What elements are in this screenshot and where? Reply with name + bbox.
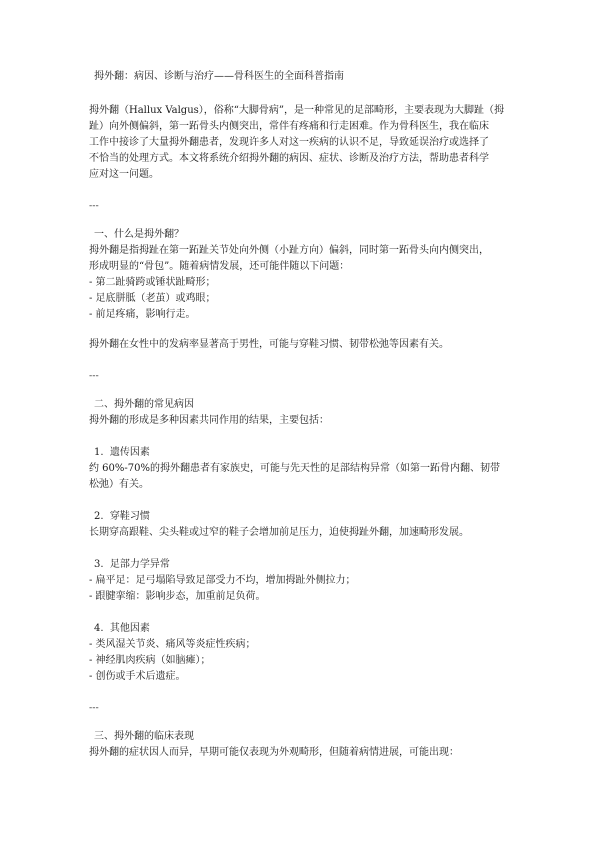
section-1-bullet: - 第二趾骑跨或锤状趾畸形； (89, 277, 216, 288)
subsection-line: - 神经肌肉疾病（如脑瘫）； (89, 655, 211, 666)
intro-line-2: 趾）向外侧偏斜，第一跖骨头内侧突出，常伴有疼痛和行走困难。作为骨科医生，我在临床 (89, 121, 489, 132)
intro-line-3: 工作中接诊了大量拇外翻患者，发现许多人对这一疾病的认识不足，导致延误治疗或选择了 (89, 137, 489, 148)
section-1-line-1: 拇外翻是指拇趾在第一跖趾关节处向外侧（小趾方向）偏斜，同时第一跖骨头向内侧突出， (89, 245, 489, 256)
section-1-heading: 一、什么是拇外翻？ (94, 229, 184, 240)
separator-2: --- (89, 371, 99, 381)
subsection-line: - 扁平足：足弓塌陷导致足部受力不均，增加拇趾外侧拉力； (89, 575, 356, 586)
subsection-line: 长期穿高跟鞋、尖头鞋或过窄的鞋子会增加前足压力，迫使拇趾外翻，加速畸形发展。 (89, 527, 469, 538)
subsection-line: 松弛）有关。 (89, 479, 149, 490)
subsection-line: - 跟腱挛缩：影响步态，加重前足负荷。 (89, 591, 266, 602)
subsection-line: - 创伤或手术后遗症。 (89, 671, 186, 682)
subsection-title: 4. 其他因素 (94, 623, 150, 634)
section-1-bullet: - 前足疼痛，影响行走。 (89, 309, 196, 320)
subsection-line: 约 60%-70%的拇外翻患者有家族史，可能与先天性的足部结构异常（如第一跖骨内翻、韧带 (89, 463, 501, 474)
section-2-intro: 拇外翻的形成是多种因素共同作用的结果，主要包括： (89, 415, 329, 426)
document-title: 拇外翻：病因、诊断与治疗——骨科医生的全面科普指南 (94, 71, 344, 82)
section-2-heading: 二、拇外翻的常见病因 (94, 399, 194, 410)
section-3-line-1: 拇外翻的症状因人而异，早期可能仅表现为外观畸形，但随着病情进展，可能出现： (89, 747, 459, 758)
subsection-line: - 类风湿关节炎、痛风等炎症性疾病； (89, 639, 256, 650)
subsection-title: 3. 足部力学异常 (94, 559, 170, 570)
separator-1: --- (89, 201, 99, 211)
section-3-heading: 三、拇外翻的临床表现 (94, 731, 194, 742)
intro-line-5: 应对这一问题。 (89, 169, 159, 180)
section-1-bullet: - 足底胼胝（老茧）或鸡眼； (89, 293, 216, 304)
separator-3: --- (89, 703, 99, 713)
subsection-title: 1. 遗传因素 (94, 447, 150, 458)
subsection-title: 2. 穿鞋习惯 (94, 511, 150, 522)
section-1-note: 拇外翻在女性中的发病率显著高于男性，可能与穿鞋习惯、韧带松弛等因素有关。 (89, 339, 449, 350)
intro-line-1: 拇外翻（Hallux Valgus），俗称“大脚骨病”，是一种常见的足部畸形，主要表现为大脚趾（拇 (89, 105, 504, 116)
intro-line-4: 不恰当的处理方式。本文将系统介绍拇外翻的病因、症状、诊断及治疗方法，帮助患者科学 (89, 153, 489, 164)
section-1-line-2: 形成明显的“骨包”。随着病情发展，还可能伴随以下问题： (89, 261, 350, 272)
